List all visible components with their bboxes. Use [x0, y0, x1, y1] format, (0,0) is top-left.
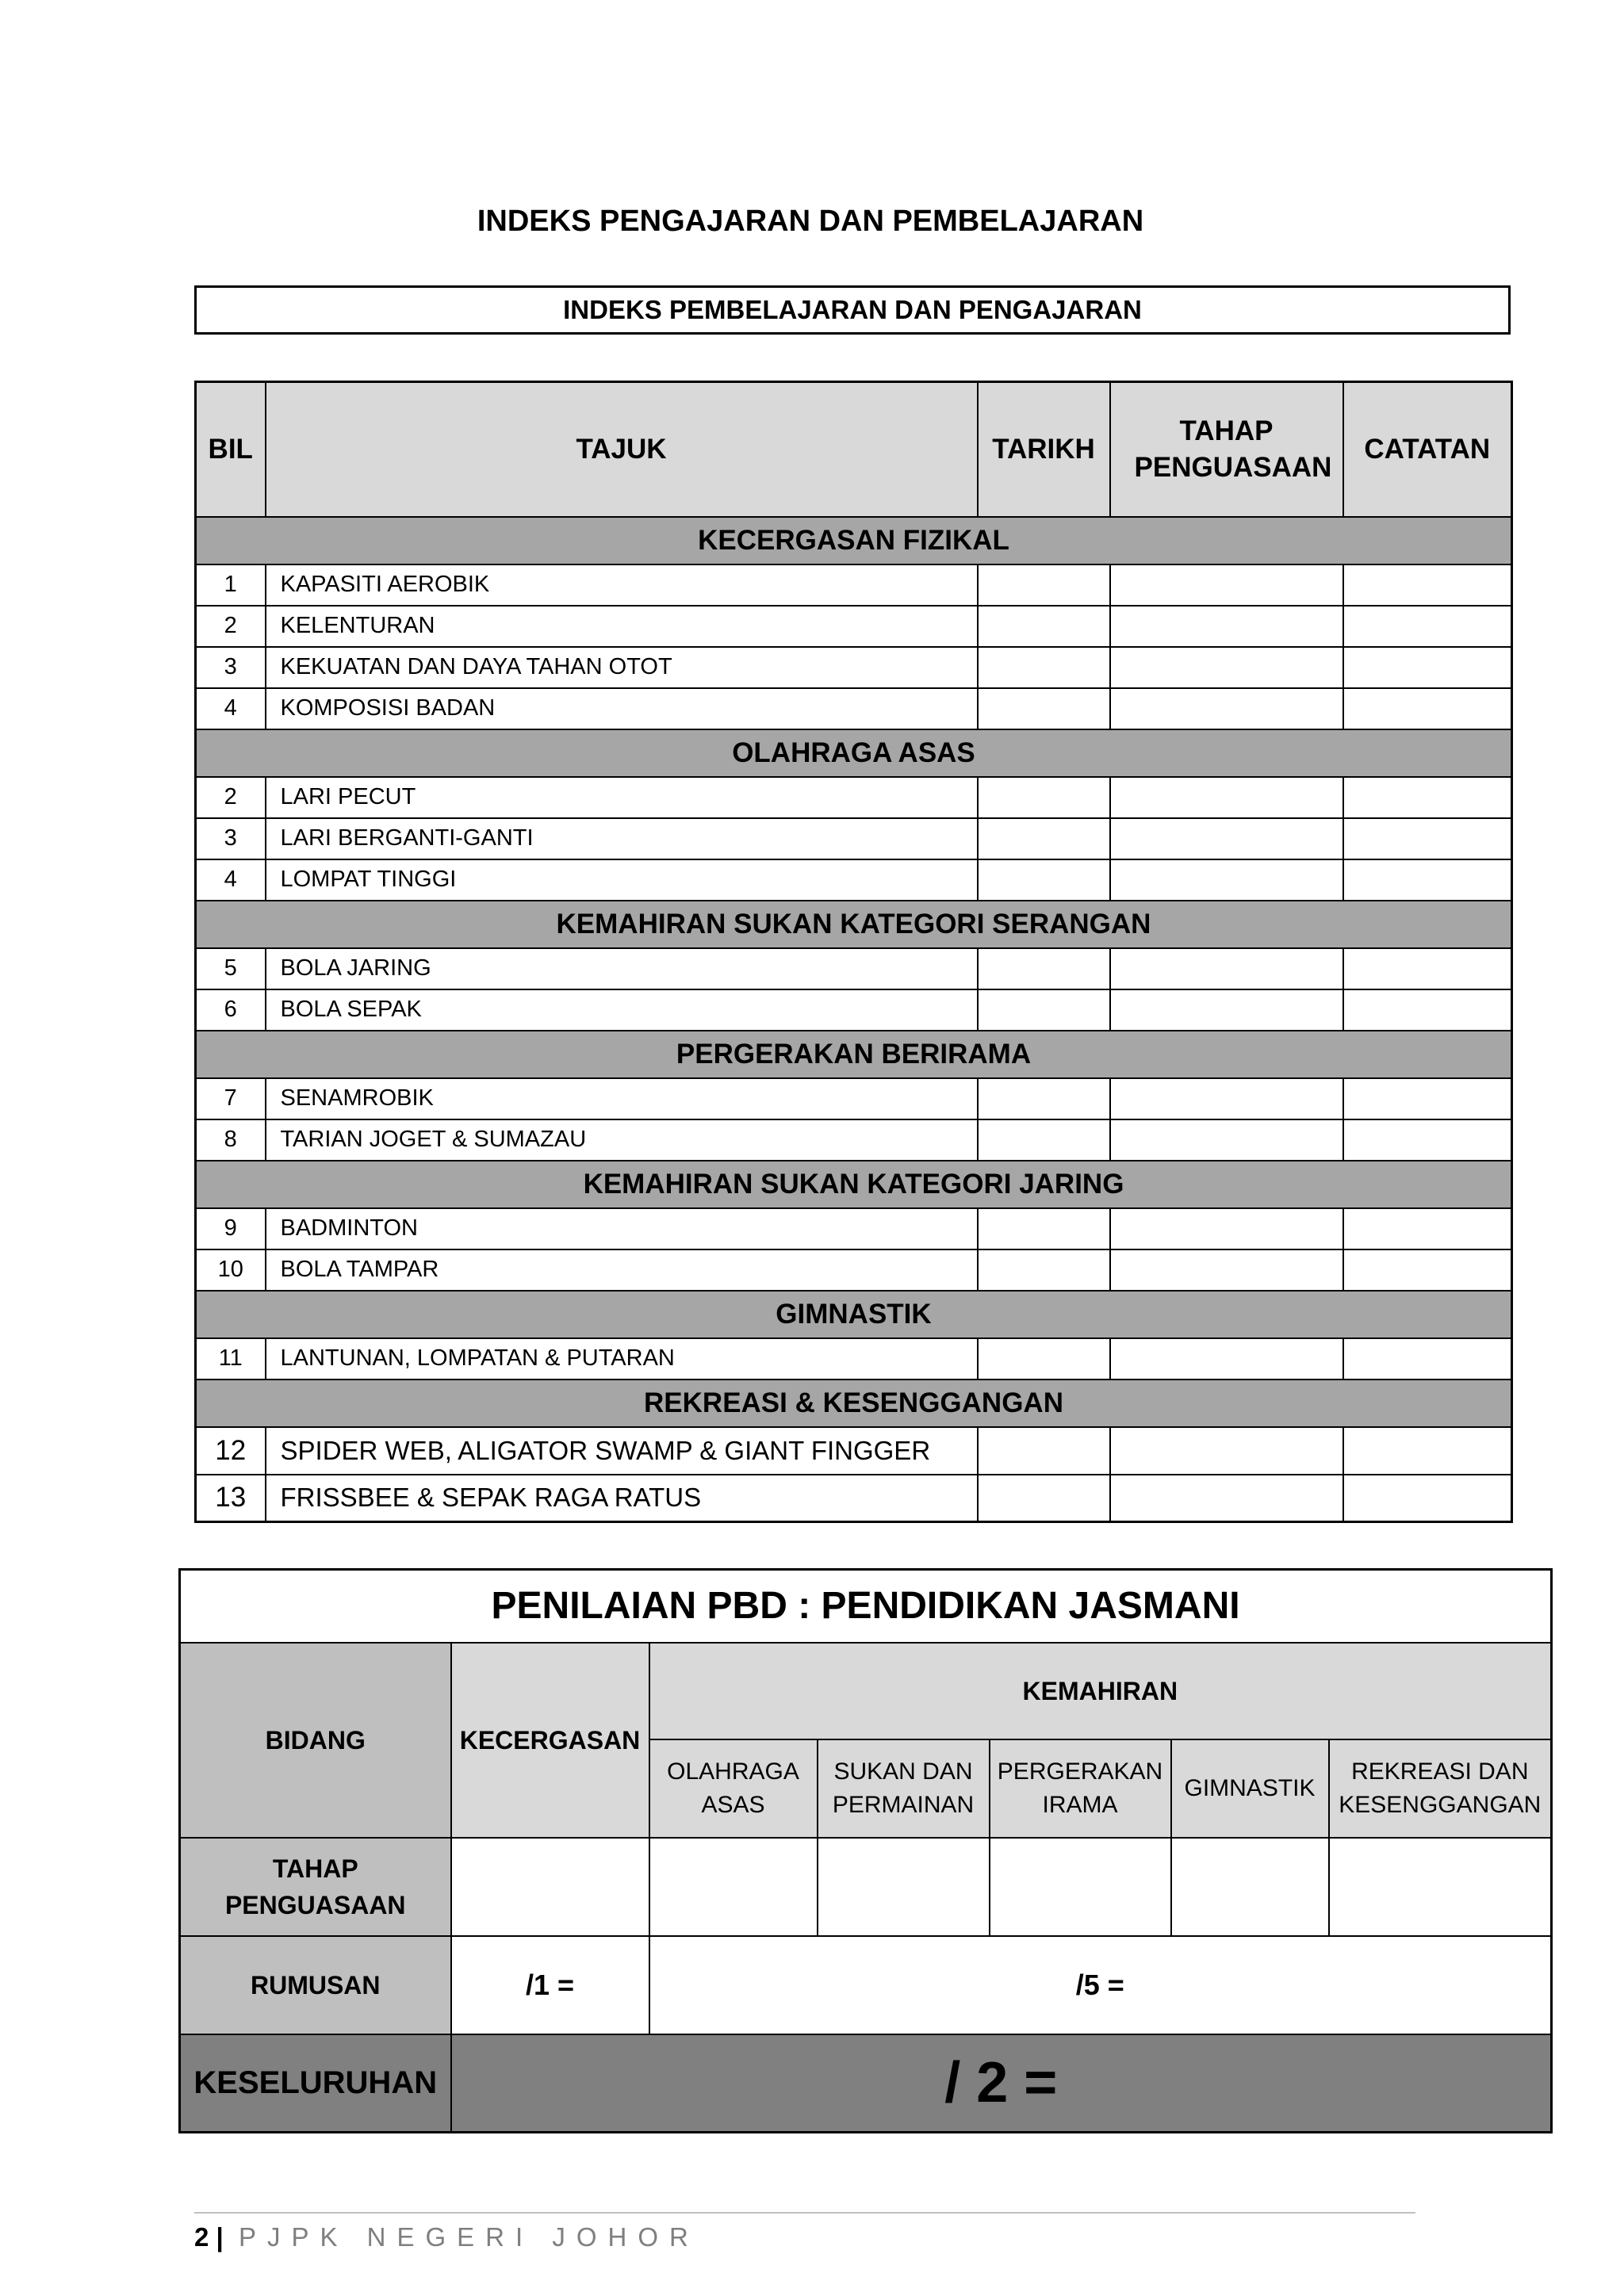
table-row — [196, 647, 1512, 688]
row-tahap-cell — [1110, 1249, 1343, 1291]
pbd-subheader-line1: PERGERAKAN — [997, 1758, 1163, 1785]
row-tahap-cell — [1110, 948, 1343, 989]
row-tarikh-cell — [978, 948, 1110, 989]
row-tahap-cell — [1110, 1078, 1343, 1119]
row-bil: 10 — [196, 1249, 266, 1291]
header-bil: BIL — [196, 382, 266, 517]
row-tarikh-cell — [978, 859, 1110, 901]
row-bil: 3 — [196, 647, 266, 688]
section-title: OLAHRAGA ASAS — [196, 729, 1512, 777]
pbd-subheader-line1: REKREASI DAN — [1351, 1758, 1529, 1785]
row-tajuk: SENAMROBIK — [266, 1078, 978, 1119]
row-tajuk: SPIDER WEB, ALIGATOR SWAMP & GIANT FINGGER — [266, 1427, 978, 1475]
pbd-keseluruhan-value: / 2 = — [451, 2034, 1552, 2133]
row-tarikh-cell — [978, 1475, 1110, 1522]
row-bil: 13 — [196, 1475, 266, 1522]
row-catatan-cell — [1343, 818, 1512, 859]
row-bil: 2 — [196, 606, 266, 647]
page-footer — [194, 2220, 699, 2255]
table-row — [196, 688, 1512, 729]
row-bil: 8 — [196, 1119, 266, 1161]
row-catatan-cell — [1343, 777, 1512, 818]
row-tahap-cell — [1110, 688, 1343, 729]
row-tarikh-cell — [978, 1427, 1110, 1475]
row-bil: 1 — [196, 564, 266, 606]
section-row — [196, 901, 1512, 948]
section-title: GIMNASTIK — [196, 1291, 1512, 1338]
row-tarikh-cell — [978, 1119, 1110, 1161]
index-table-header-row — [196, 382, 1512, 517]
row-tahap-cell — [1110, 1427, 1343, 1475]
row-tajuk: LARI BERGANTI-GANTI — [266, 818, 978, 859]
row-tajuk: KELENTURAN — [266, 606, 978, 647]
table-row — [196, 1427, 1512, 1475]
pbd-tahap-gimnastik-cell — [1171, 1838, 1329, 1936]
index-table-body — [196, 517, 1512, 1522]
page-title — [0, 205, 1624, 239]
pbd-tahap-line1: TAHAP — [272, 1854, 358, 1883]
row-catatan-cell — [1343, 564, 1512, 606]
pbd-subheader-line2: PERMAINAN — [832, 1791, 975, 1818]
row-tarikh-cell — [978, 564, 1110, 606]
pbd-header-bidang: BIDANG — [180, 1643, 451, 1838]
row-tahap-cell — [1110, 989, 1343, 1031]
row-tajuk: TARIAN JOGET & SUMAZAU — [266, 1119, 978, 1161]
pbd-subheader-line1: OLAHRAGA — [667, 1758, 799, 1785]
row-bil: 3 — [196, 818, 266, 859]
pbd-tahap-rekreasi-cell — [1329, 1838, 1552, 1936]
table-row — [196, 1208, 1512, 1249]
row-catatan-cell — [1343, 1208, 1512, 1249]
index-table — [194, 381, 1513, 1523]
row-tarikh-cell — [978, 1078, 1110, 1119]
pbd-header-kemahiran: KEMAHIRAN — [649, 1643, 1552, 1739]
row-tajuk: LOMPAT TINGGI — [266, 859, 978, 901]
section-title: KEMAHIRAN SUKAN KATEGORI SERANGAN — [196, 901, 1512, 948]
row-catatan-cell — [1343, 647, 1512, 688]
row-tajuk: FRISSBEE & SEPAK RAGA RATUS — [266, 1475, 978, 1522]
pbd-rumusan-label: RUMUSAN — [180, 1936, 451, 2034]
table-row — [196, 1249, 1512, 1291]
pbd-subheader-line2: IRAMA — [1042, 1791, 1118, 1818]
row-tarikh-cell — [978, 1208, 1110, 1249]
table-row — [196, 948, 1512, 989]
row-catatan-cell — [1343, 1249, 1512, 1291]
page-number: 2 — [194, 2222, 209, 2252]
table-row — [196, 1119, 1512, 1161]
table-row — [196, 818, 1512, 859]
table-row — [196, 606, 1512, 647]
pbd-subheader-line1: GIMNASTIK — [1184, 1774, 1316, 1801]
row-tarikh-cell — [978, 688, 1110, 729]
row-tarikh-cell — [978, 777, 1110, 818]
row-tahap-cell — [1110, 818, 1343, 859]
table-row — [196, 777, 1512, 818]
row-catatan-cell — [1343, 1078, 1512, 1119]
row-tahap-cell — [1110, 777, 1343, 818]
pbd-tahap-pergerakan-cell — [990, 1838, 1171, 1936]
table-row — [196, 1475, 1512, 1522]
header-catatan: CATATAN — [1343, 382, 1512, 517]
row-tarikh-cell — [978, 1338, 1110, 1380]
section-row — [196, 729, 1512, 777]
row-bil: 2 — [196, 777, 266, 818]
row-tarikh-cell — [978, 989, 1110, 1031]
row-tarikh-cell — [978, 1249, 1110, 1291]
row-tahap-cell — [1110, 859, 1343, 901]
header-tarikh: TARIKH — [978, 382, 1110, 517]
pbd-rumusan-kemahiran: /5 = — [649, 1936, 1552, 2034]
row-tahap-cell — [1110, 606, 1343, 647]
header-tahap-penguasaan: TAHAP PENGUASAAN — [1110, 382, 1343, 517]
section-title: KECERGASAN FIZIKAL — [196, 517, 1512, 564]
row-bil: 9 — [196, 1208, 266, 1249]
row-catatan-cell — [1343, 688, 1512, 729]
row-bil: 12 — [196, 1427, 266, 1475]
row-tahap-cell — [1110, 1119, 1343, 1161]
table-row — [196, 1078, 1512, 1119]
pbd-subheader-line2: KESENGGANGAN — [1339, 1791, 1542, 1818]
pbd-keseluruhan-label: KESELURUHAN — [180, 2034, 451, 2133]
row-catatan-cell — [1343, 989, 1512, 1031]
row-tahap-cell — [1110, 564, 1343, 606]
pbd-subheader — [649, 1739, 818, 1838]
row-bil: 5 — [196, 948, 266, 989]
row-catatan-cell — [1343, 1338, 1512, 1380]
page-title-text: INDEKS PENGAJARAN DAN PEMBELAJARAN — [477, 205, 1144, 238]
row-tahap-cell — [1110, 647, 1343, 688]
index-box-title: INDEKS PEMBELAJARAN DAN PENGAJARAN — [194, 285, 1511, 335]
row-catatan-cell — [1343, 1475, 1512, 1522]
row-tahap-cell — [1110, 1338, 1343, 1380]
row-bil: 7 — [196, 1078, 266, 1119]
row-tarikh-cell — [978, 606, 1110, 647]
pbd-subheader-line1: SUKAN DAN — [833, 1758, 973, 1785]
row-tajuk: LARI PECUT — [266, 777, 978, 818]
pbd-table — [178, 1568, 1553, 2133]
row-bil: 11 — [196, 1338, 266, 1380]
pbd-subheader — [818, 1739, 990, 1838]
table-row — [196, 564, 1512, 606]
header-tajuk: TAJUK — [266, 382, 978, 517]
row-catatan-cell — [1343, 1119, 1512, 1161]
pbd-header-kecergasan: KECERGASAN — [451, 1643, 649, 1838]
section-title: KEMAHIRAN SUKAN KATEGORI JARING — [196, 1161, 1512, 1208]
row-tarikh-cell — [978, 818, 1110, 859]
table-row — [196, 859, 1512, 901]
pbd-title: PENILAIAN PBD : PENDIDIKAN JASMANI — [180, 1570, 1552, 1643]
section-row — [196, 1031, 1512, 1078]
table-row — [196, 989, 1512, 1031]
row-catatan-cell — [1343, 1427, 1512, 1475]
pbd-subheader — [1329, 1739, 1552, 1838]
pbd-subheader-line2: ASAS — [701, 1791, 765, 1818]
section-row — [196, 517, 1512, 564]
row-tajuk: BOLA SEPAK — [266, 989, 978, 1031]
row-tajuk: KEKUATAN DAN DAYA TAHAN OTOT — [266, 647, 978, 688]
row-tajuk: KAPASITI AEROBIK — [266, 564, 978, 606]
footer-separator: | — [216, 2222, 224, 2252]
row-catatan-cell — [1343, 606, 1512, 647]
section-row — [196, 1291, 1512, 1338]
row-bil: 6 — [196, 989, 266, 1031]
table-row — [196, 1338, 1512, 1380]
pbd-rumusan-kecergasan: /1 = — [451, 1936, 649, 2034]
footer-divider — [194, 2212, 1415, 2214]
pbd-tahap-label — [180, 1838, 451, 1936]
row-tarikh-cell — [978, 647, 1110, 688]
row-tajuk: BOLA JARING — [266, 948, 978, 989]
pbd-tahap-sukan-cell — [818, 1838, 990, 1936]
row-bil: 4 — [196, 859, 266, 901]
row-tajuk: BADMINTON — [266, 1208, 978, 1249]
row-tajuk: KOMPOSISI BADAN — [266, 688, 978, 729]
section-title: REKREASI & KESENGGANGAN — [196, 1380, 1512, 1427]
row-tahap-cell — [1110, 1208, 1343, 1249]
section-row — [196, 1380, 1512, 1427]
row-catatan-cell — [1343, 948, 1512, 989]
pbd-tahap-kecergasan-cell — [451, 1838, 649, 1936]
footer-organization: PJPK NEGERI JOHOR — [238, 2222, 699, 2252]
row-tajuk: BOLA TAMPAR — [266, 1249, 978, 1291]
row-bil: 4 — [196, 688, 266, 729]
row-catatan-cell — [1343, 859, 1512, 901]
pbd-subheader — [1171, 1739, 1329, 1838]
pbd-subheader — [990, 1739, 1171, 1838]
section-title: PERGERAKAN BERIRAMA — [196, 1031, 1512, 1078]
row-tajuk: LANTUNAN, LOMPATAN & PUTARAN — [266, 1338, 978, 1380]
section-row — [196, 1161, 1512, 1208]
row-tahap-cell — [1110, 1475, 1343, 1522]
pbd-tahap-line2: PENGUASAAN — [224, 1890, 406, 1919]
pbd-tahap-olahraga-cell — [649, 1838, 818, 1936]
